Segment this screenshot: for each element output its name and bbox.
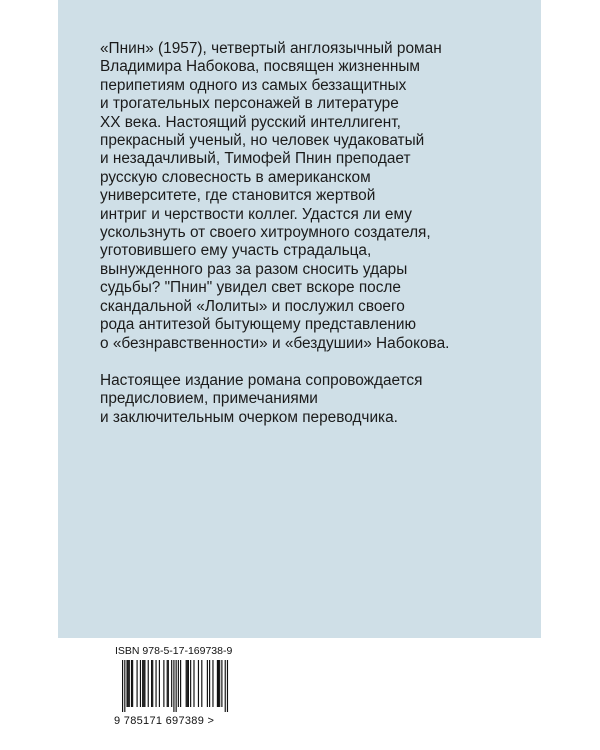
barcode-bar: [198, 660, 199, 707]
barcode-bar: [188, 660, 189, 707]
barcode-bar: [193, 660, 194, 707]
barcode-bar: [176, 660, 177, 712]
barcode-bar: [209, 660, 210, 707]
barcode-bar: [201, 660, 202, 707]
description-line: рода антитезой бытующему представлению: [100, 316, 417, 334]
barcode-bar: [207, 660, 208, 707]
barcode-bar: [152, 660, 153, 707]
edition-note-line: и заключительным очерком переводчика.: [100, 408, 398, 426]
barcode-bar: [190, 660, 191, 707]
barcode-bar: [227, 660, 228, 712]
barcode-bar: [140, 660, 141, 707]
barcode-bar: [163, 660, 164, 707]
description-line: прекрасный ученый, но человек чудаковатый: [100, 132, 425, 150]
barcode-bar: [142, 660, 143, 707]
barcode-bar: [143, 660, 144, 707]
description-line: и трогательных персонажей в литературе: [100, 95, 399, 113]
description-line: уготовившего ему участь страдальца,: [100, 242, 372, 260]
barcode-bar: [159, 660, 160, 707]
barcode-bar: [168, 660, 169, 707]
barcode-bar: [167, 660, 168, 707]
barcode-bar: [122, 660, 123, 712]
barcode-bar: [155, 660, 156, 707]
barcode-bar: [178, 660, 179, 707]
barcode-bar: [128, 660, 129, 707]
book-description: [100, 40, 510, 353]
barcode-bar: [171, 660, 172, 707]
description-line: судьбы? "Пнин" увидел свет вскоре после: [100, 279, 401, 297]
description-line: «Пнин» (1957), четвертый англоязычный роман: [100, 40, 442, 57]
barcode-bar: [221, 660, 222, 707]
barcode: [114, 660, 234, 712]
barcode-bar: [219, 660, 220, 707]
barcode-bar: [126, 660, 127, 707]
barcode-bar: [218, 660, 219, 707]
description-line: скандальной «Лолиты» и послужил своего: [100, 297, 405, 315]
isbn-block: [114, 645, 234, 727]
description-line: Владимира Набокова, посвящен жизненным: [100, 58, 420, 76]
description-line: вынужденного раз за разом сносить удары: [100, 260, 408, 278]
barcode-bar: [124, 660, 125, 712]
edition-note-line: предисловием, примечаниями: [100, 390, 318, 408]
description-line: университете, где становится жертвой: [100, 187, 376, 205]
description-line: перипетиям одного из самых беззащитных: [100, 76, 407, 94]
barcode-bar: [217, 660, 218, 707]
barcode-bar: [129, 660, 130, 707]
barcode-bar: [173, 660, 174, 712]
barcode-digits: 9 785171 697389 >: [114, 715, 215, 727]
edition-note: [100, 372, 510, 427]
barcode-bar: [187, 660, 188, 707]
description-line: и незадачливый, Тимофей Пнин преподает: [100, 150, 411, 168]
barcode-bar: [180, 660, 181, 707]
barcode-bar: [132, 660, 133, 707]
barcode-bar: [225, 660, 226, 712]
isbn-label: ISBN 978-5-17-169738-9: [115, 645, 233, 657]
barcode-bar: [137, 660, 138, 707]
description-line: интриг и черствости коллег. Удастся ли ему: [100, 205, 412, 223]
barcode-bar: [148, 660, 149, 707]
barcode-bar: [144, 660, 145, 707]
barcode-bar: [186, 660, 187, 707]
barcode-bar: [151, 660, 152, 707]
description-line: русскую словесность в американском: [100, 168, 371, 186]
description-line: ускользнуть от своего хитроумного создателя,: [100, 224, 431, 242]
barcode-bar: [131, 660, 132, 707]
description-line: XX века. Настоящий русский интеллигент,: [100, 113, 401, 131]
edition-note-line: Настоящее издание романа сопровождается: [100, 372, 423, 389]
description-line: о «безнравственности» и «бездушии» Набокова.: [100, 334, 450, 352]
barcode-bar: [212, 660, 213, 707]
